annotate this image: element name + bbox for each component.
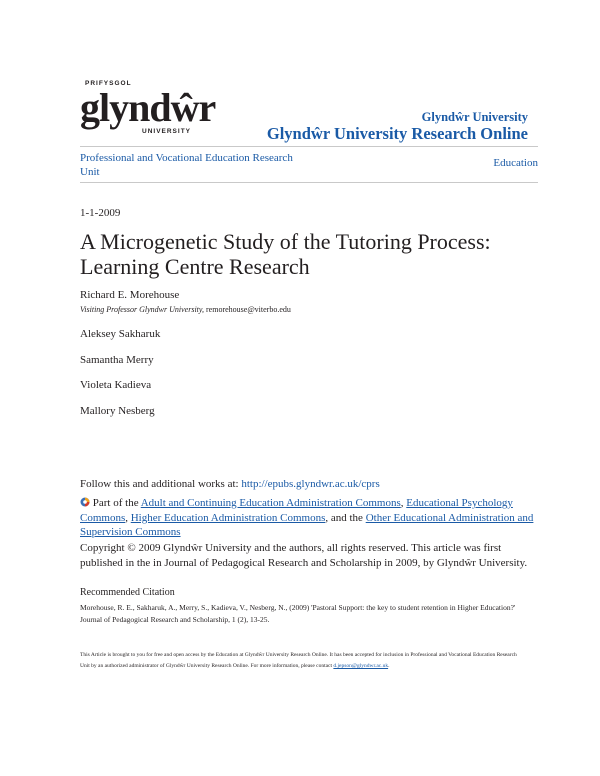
footer-notice: [80, 650, 518, 672]
author-name: Aleksey Sakharuk: [80, 328, 161, 340]
separator: ,: [125, 511, 128, 524]
commons-icon: [80, 497, 90, 507]
copyright-statement: Copyright © 2009 Glyndŵr University and the authors, all rights reserved. This article was first published in the in Journal of Pedagogical Research and Scholarship in 2009, by Glyndŵr University.: [80, 542, 528, 569]
author-affiliation: [80, 305, 291, 314]
repository-name[interactable]: Glyndŵr University Research Online: [266, 124, 528, 143]
separator: ,: [400, 497, 404, 509]
header-divider-bottom: [80, 182, 538, 183]
affiliation-text: Visiting Professor Glyndwr University,: [80, 305, 204, 314]
unit-link[interactable]: Professional and Vocational Education Research Unit: [80, 152, 293, 178]
part-of-prefix: Part of the: [92, 497, 139, 509]
article-title: A Microgenetic Study of the Tutoring Process: Learning Centre Research: [80, 229, 491, 279]
footer-end: .: [388, 663, 390, 669]
collection-url-link[interactable]: http://epubs.glyndwr.ac.uk/cprs: [241, 478, 380, 490]
higher-education-commons-link[interactable]: Higher Education Administration Commons: [130, 511, 326, 524]
follow-line: [80, 478, 380, 490]
author-name: Richard E. Morehouse: [80, 289, 180, 301]
footer-text: This Article is brought to you for free and open access by the Education at Glyndŵr University Research Online. It has been accepted for inclusion in Professional and Vocational Education Research Unit by an authorized administrator of Glyndŵr University Research Online. For more information, please contact: [80, 652, 517, 669]
author-name: Violeta Kadieva: [80, 379, 152, 391]
other-educational-commons-link[interactable]: Other Educational Administration and Supervision Commons: [80, 511, 534, 538]
university-logo: [80, 80, 216, 136]
author-email: remorehouse@viterbo.edu: [206, 305, 291, 314]
author-name: Samantha Merry: [80, 354, 154, 366]
contact-email-link[interactable]: d.jepson@glyndwr.ac.uk: [333, 663, 389, 669]
educational-psychology-commons-link[interactable]: Educational Psychology Commons: [80, 497, 513, 524]
author-name: Mallory Nesberg: [80, 405, 155, 417]
citation-heading: Recommended Citation: [80, 587, 175, 598]
logo-bottom-text: UNIVERSITY: [142, 128, 192, 135]
subject-link[interactable]: Education: [493, 157, 538, 169]
separator: , and the: [325, 511, 363, 524]
logo-name: glyndŵr: [80, 85, 216, 130]
citation-text: Morehouse, R. E., Sakharuk, A., Merry, S., Kadieva, V., Nesberg, N., (2009) 'Pastoral Support: the key to student retention in Higher Education?' Journal of Pedagogical Research and Scholarship, 1 (2), 13-25.: [80, 603, 516, 624]
part-of-section: [80, 496, 540, 540]
institution-name[interactable]: Glyndŵr University: [421, 110, 528, 124]
publication-date: 1-1-2009: [80, 207, 121, 219]
logo-top-text: PRIFYSGOL: [85, 80, 132, 87]
header-divider-top: [80, 146, 538, 147]
follow-prefix: Follow this and additional works at:: [80, 478, 239, 490]
adult-education-commons-link[interactable]: Adult and Continuing Education Administration Commons: [140, 497, 401, 509]
